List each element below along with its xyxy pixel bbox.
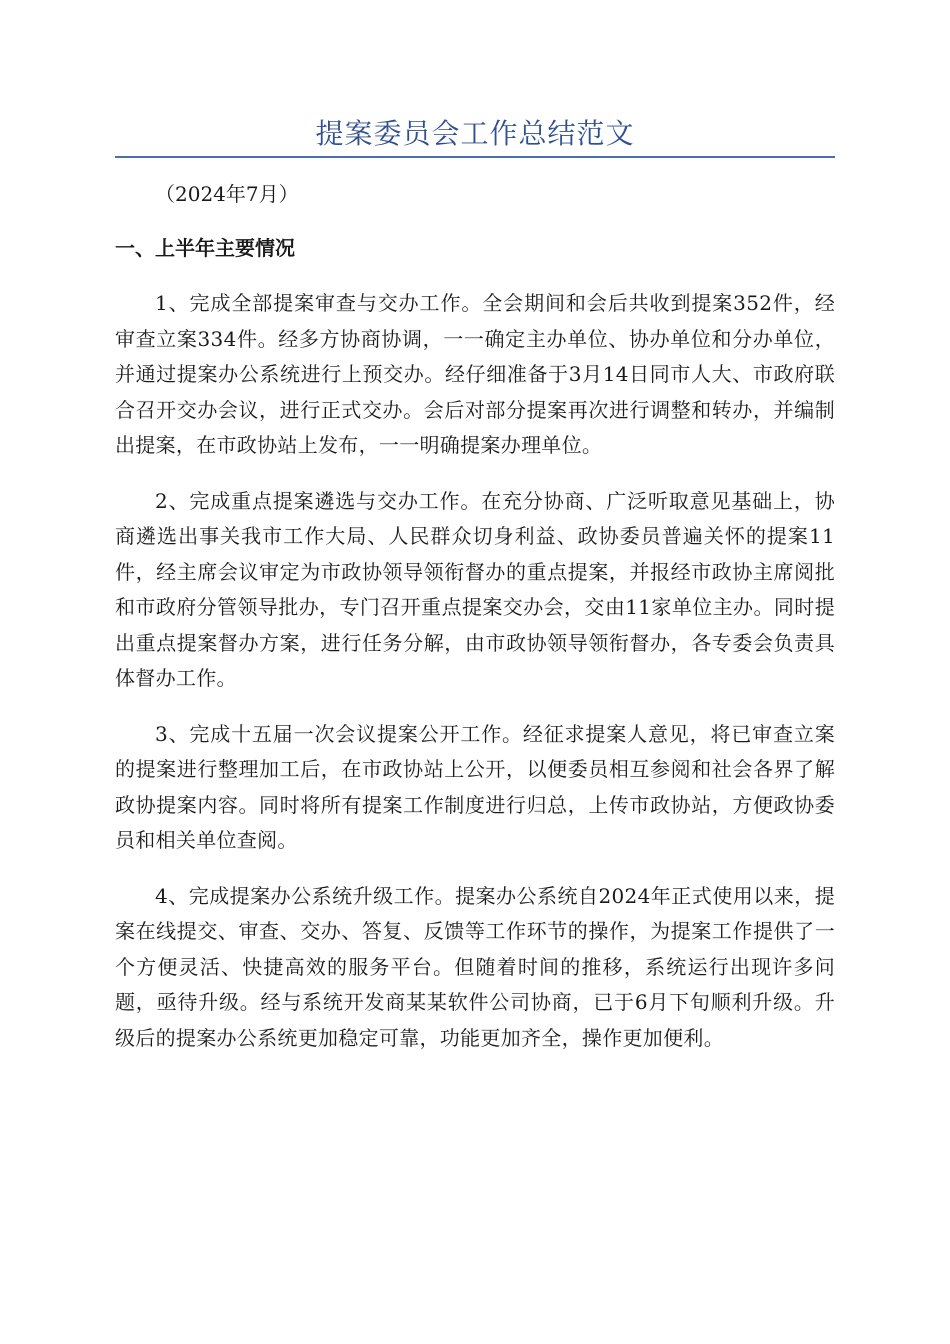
title-block xyxy=(115,112,835,158)
paragraph-4: 4、完成提案办公系统升级工作。提案办公系统自2024年正式使用以来，提案在线提交、审查、交办、答复、反馈等工作环节的操作，为提案工作提供了一个方便灵活、快捷高效的服务平台。但随着时间的推移，系统运行出现许多问题，亟待升级。经与系统开发商某某软件公司协商，已于6月下旬顺利升级。升级后的提案办公系统更加稳定可靠，功能更加齐全，操作更加便利。 xyxy=(115,883,835,1050)
paragraph-1: 1、完成全部提案审查与交办工作。全会期间和会后共收到提案352件，经审查立案334件。经多方协商协调，一一确定主办单位、协办单位和分办单位，并通过提案办公系统进行上预交办。经仔细准备于3月14日同市人大、市政府联合召开交办会议，进行正式交办。会后对部分提案再次进行调整和转办，并编制出提案，在市政协站上发布，一一明确提案办理单位。 xyxy=(115,291,835,457)
paragraph-2: 2、完成重点提案遴选与交办工作。在充分协商、广泛听取意见基础上，协商遴选出事关我市工作大局、人民群众切身利益、政协委员普遍关怀的提案11件，经主席会议审定为市政协领导领衔督办的重点提案，并报经市政协主席阅批和市政府分管领导批办，专门召开重点提案交办会，交由11家单位主办。同时提出重点提案督办方案，进行任务分解，由市政协领导领衔督办，各专委会负责具体督办工作。 xyxy=(115,488,835,690)
document-body xyxy=(115,176,835,1056)
document-date: （2024年7月） xyxy=(155,182,299,206)
section-heading: 一、上半年主要情况 xyxy=(115,236,295,260)
document-title: 提案委员会工作总结范文 xyxy=(315,117,635,150)
paragraph-3: 3、完成十五届一次会议提案公开工作。经征求提案人意见，将已审查立案的提案进行整理加工后，在市政协站上公开，以便委员相互参阅和社会各界了解政协提案内容。同时将所有提案工作制度进行归总，上传市政协站，方便政协委员和相关单位查阅。 xyxy=(115,721,835,852)
title-underline xyxy=(115,156,835,158)
